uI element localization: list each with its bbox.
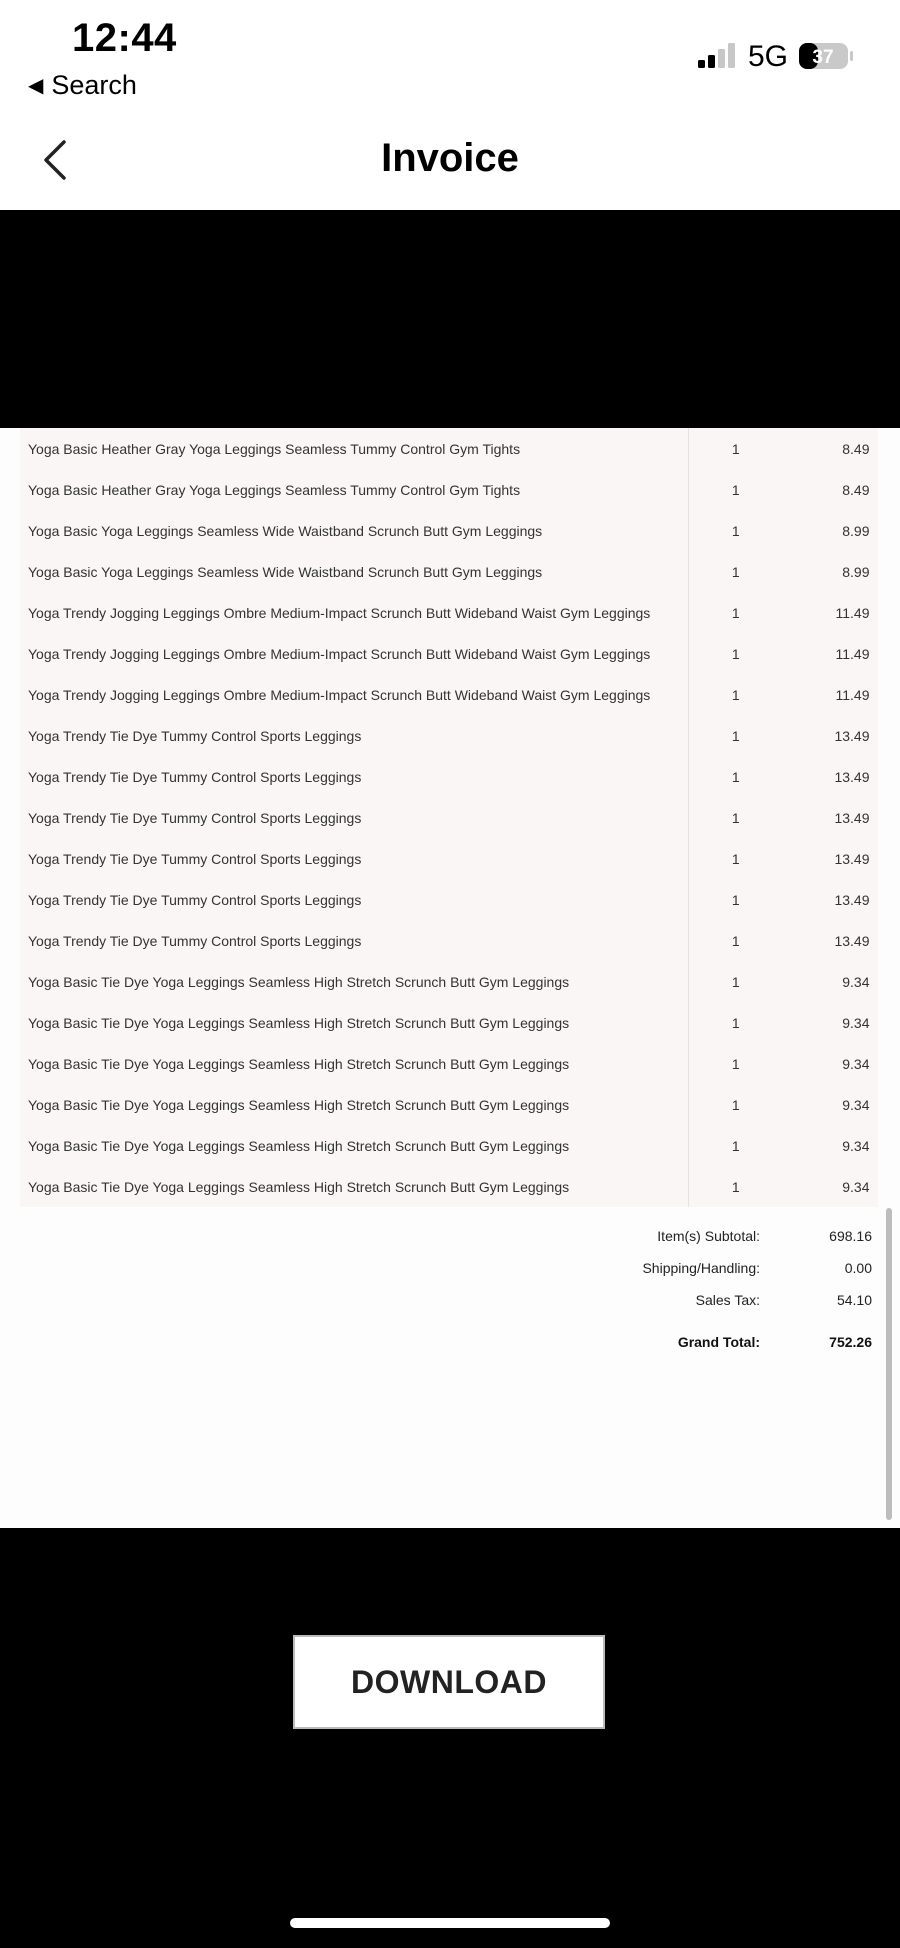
item-price: 13.49 <box>834 727 870 744</box>
table-row <box>20 797 878 838</box>
table-row <box>20 592 878 633</box>
table-row <box>20 1084 878 1125</box>
table-row <box>20 920 878 961</box>
item-price: 11.49 <box>835 645 870 662</box>
item-description: Yoga Basic Heather Gray Yoga Leggings Seamless Tummy Control Gym Tights <box>20 469 688 510</box>
item-price: 13.49 <box>834 809 870 826</box>
tax-value: 54.10 <box>836 1292 872 1308</box>
item-quantity: 1 <box>731 563 740 580</box>
battery-percent: 37 <box>812 47 834 68</box>
item-price: 13.49 <box>834 768 870 785</box>
shipping-label: Shipping/Handling: <box>642 1260 760 1276</box>
item-description: Yoga Basic Yoga Leggings Seamless Wide Waistband Scrunch Butt Gym Leggings <box>20 551 688 592</box>
item-quantity: 1 <box>731 1096 740 1113</box>
item-quantity: 1 <box>731 850 740 867</box>
item-description: Yoga Basic Tie Dye Yoga Leggings Seamless High Stretch Scrunch Butt Gym Leggings <box>20 961 688 1002</box>
status-bar <box>0 0 900 110</box>
table-row <box>20 633 878 674</box>
item-description: Yoga Trendy Tie Dye Tummy Control Sports Leggings <box>20 879 688 920</box>
back-app-label: Search <box>51 70 137 100</box>
back-triangle-icon: ◀ <box>28 75 44 97</box>
item-description: Yoga Basic Tie Dye Yoga Leggings Seamless High Stretch Scrunch Butt Gym Leggings <box>20 1043 688 1084</box>
item-price: 8.49 <box>842 481 870 498</box>
table-row <box>20 1043 878 1084</box>
item-quantity: 1 <box>731 604 740 621</box>
item-description: Yoga Trendy Jogging Leggings Ombre Medium-Impact Scrunch Butt Wideband Waist Gym Leggings <box>20 592 688 633</box>
item-description: Yoga Trendy Tie Dye Tummy Control Sports Leggings <box>20 797 688 838</box>
item-quantity: 1 <box>731 1014 740 1031</box>
battery-icon <box>798 42 854 70</box>
item-quantity: 1 <box>731 686 740 703</box>
subtotal-label: Item(s) Subtotal: <box>657 1228 760 1244</box>
table-row <box>20 715 878 756</box>
item-description: Yoga Basic Tie Dye Yoga Leggings Seamless High Stretch Scrunch Butt Gym Leggings <box>20 1002 688 1043</box>
status-time: 12:44 <box>72 16 177 60</box>
item-quantity: 1 <box>731 481 740 498</box>
item-description: Yoga Trendy Tie Dye Tummy Control Sports Leggings <box>20 838 688 879</box>
back-to-search-link[interactable] <box>28 70 137 101</box>
invoice-items-table <box>20 428 878 1207</box>
invoice-view[interactable] <box>0 428 900 1528</box>
black-band-top <box>0 210 900 428</box>
table-row <box>20 756 878 797</box>
item-quantity: 1 <box>731 522 740 539</box>
item-price: 13.49 <box>834 891 870 908</box>
item-description: Yoga Trendy Tie Dye Tummy Control Sports Leggings <box>20 756 688 797</box>
item-price: 11.49 <box>835 604 870 621</box>
item-price: 9.34 <box>842 973 870 990</box>
table-row <box>20 1166 878 1207</box>
item-description: Yoga Basic Yoga Leggings Seamless Wide Waistband Scrunch Butt Gym Leggings <box>20 510 688 551</box>
network-type: 5G <box>748 40 789 73</box>
item-description: Yoga Basic Heather Gray Yoga Leggings Seamless Tummy Control Gym Tights <box>20 428 688 469</box>
scrollbar[interactable] <box>886 1208 892 1520</box>
item-description: Yoga Trendy Jogging Leggings Ombre Medium-Impact Scrunch Butt Wideband Waist Gym Leggings <box>20 633 688 674</box>
shipping-value: 0.00 <box>844 1260 872 1276</box>
table-row <box>20 879 878 920</box>
item-description: Yoga Trendy Tie Dye Tummy Control Sports Leggings <box>20 920 688 961</box>
subtotal-value: 698.16 <box>829 1228 872 1244</box>
item-quantity: 1 <box>731 809 740 826</box>
item-description: Yoga Basic Tie Dye Yoga Leggings Seamless High Stretch Scrunch Butt Gym Leggings <box>20 1084 688 1125</box>
nav-bar <box>0 110 900 210</box>
item-description: Yoga Basic Tie Dye Yoga Leggings Seamless High Stretch Scrunch Butt Gym Leggings <box>20 1166 688 1207</box>
item-price: 9.34 <box>842 1014 870 1031</box>
tax-label: Sales Tax: <box>695 1292 760 1308</box>
item-quantity: 1 <box>731 932 740 949</box>
table-row <box>20 551 878 592</box>
item-price: 13.49 <box>834 850 870 867</box>
item-price: 9.34 <box>842 1055 870 1072</box>
item-price: 8.99 <box>842 522 870 539</box>
item-quantity: 1 <box>731 1055 740 1072</box>
item-description: Yoga Trendy Jogging Leggings Ombre Medium-Impact Scrunch Butt Wideband Waist Gym Leggings <box>20 674 688 715</box>
item-quantity: 1 <box>731 1178 740 1195</box>
table-row <box>20 961 878 1002</box>
home-indicator[interactable] <box>290 1918 610 1928</box>
item-quantity: 1 <box>731 768 740 785</box>
item-quantity: 1 <box>731 891 740 908</box>
item-price: 9.34 <box>842 1178 870 1195</box>
item-description: Yoga Trendy Tie Dye Tummy Control Sports Leggings <box>20 715 688 756</box>
table-row <box>20 674 878 715</box>
download-button[interactable]: DOWNLOAD <box>293 1635 605 1729</box>
item-quantity: 1 <box>731 645 740 662</box>
item-price: 8.49 <box>842 440 870 457</box>
item-price: 9.34 <box>842 1137 870 1154</box>
item-quantity: 1 <box>731 727 740 744</box>
item-quantity: 1 <box>731 973 740 990</box>
page-title: Invoice <box>381 136 519 180</box>
item-description: Yoga Basic Tie Dye Yoga Leggings Seamless High Stretch Scrunch Butt Gym Leggings <box>20 1125 688 1166</box>
item-quantity: 1 <box>731 1137 740 1154</box>
item-price: 9.34 <box>842 1096 870 1113</box>
black-band-bottom <box>0 1528 900 1948</box>
table-row <box>20 510 878 551</box>
table-row <box>20 469 878 510</box>
cellular-signal-icon <box>696 42 738 70</box>
grand-total-value: 752.26 <box>829 1334 872 1350</box>
item-quantity: 1 <box>731 440 740 457</box>
table-row <box>20 1002 878 1043</box>
item-price: 13.49 <box>834 932 870 949</box>
table-row <box>20 1125 878 1166</box>
item-price: 11.49 <box>835 686 870 703</box>
table-row <box>20 428 878 469</box>
item-price: 8.99 <box>842 563 870 580</box>
grand-total-label: Grand Total: <box>677 1334 760 1350</box>
table-row <box>20 838 878 879</box>
